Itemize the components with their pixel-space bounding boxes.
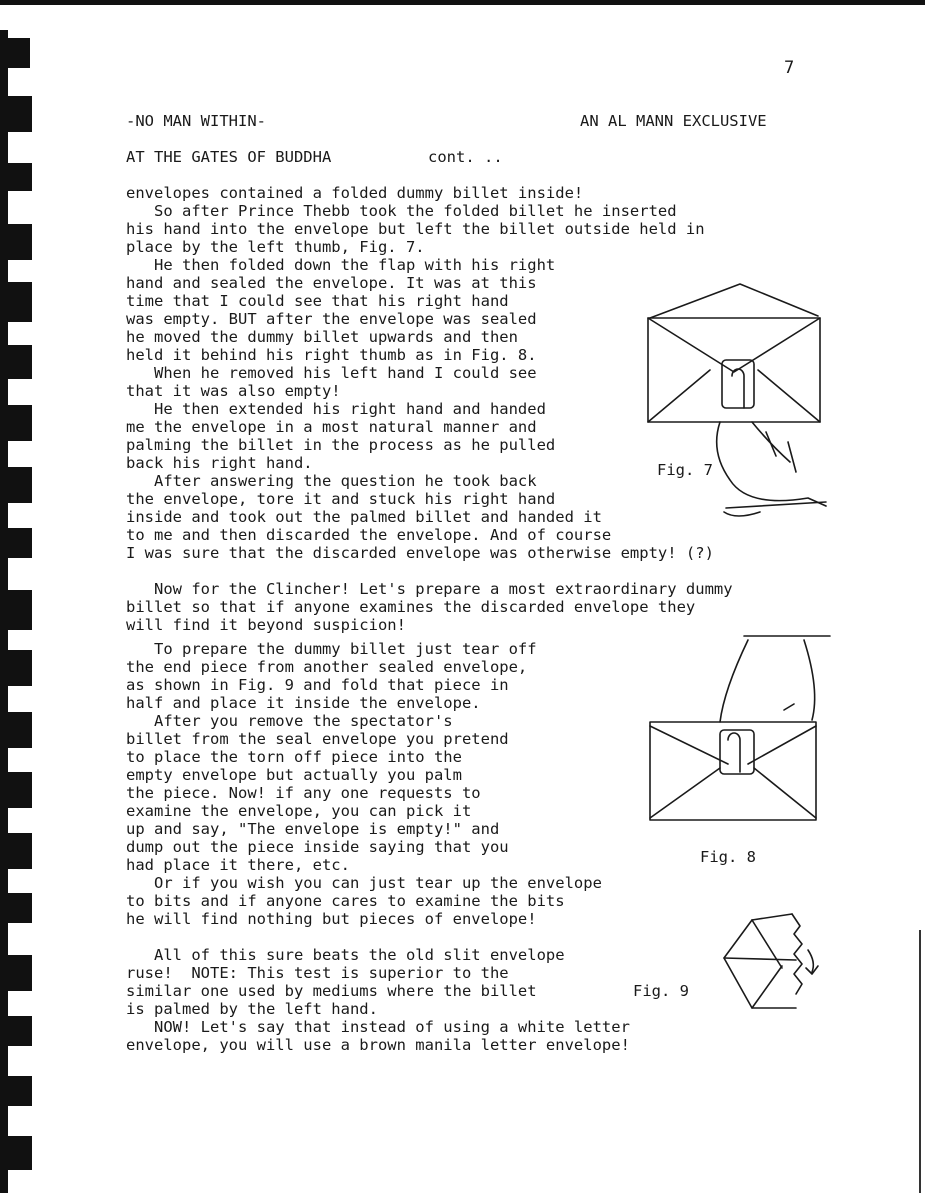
- figure-8-illustration: [644, 630, 834, 830]
- body-line: as shown in Fig. 9 and fold that piece in: [126, 676, 509, 694]
- body-line: empty envelope but actually you palm: [126, 766, 462, 784]
- body-line: He then folded down the flap with his right: [126, 256, 556, 274]
- body-line: After you remove the spectator's: [126, 712, 453, 730]
- body-line: hand and sealed the envelope. It was at this: [126, 274, 537, 292]
- figure-8-label: Fig. 8: [700, 848, 756, 866]
- body-line: his hand into the envelope but left the billet outside held in: [126, 220, 705, 238]
- binding-holes: [0, 0, 40, 1193]
- body-line: Now for the Clincher! Let's prepare a most extraordinary dummy: [126, 580, 733, 598]
- body-line: To prepare the dummy billet just tear off: [126, 640, 537, 658]
- body-line: half and place it inside the envelope.: [126, 694, 481, 712]
- body-line: up and say, "The envelope is empty!" and: [126, 820, 500, 838]
- body-line: After answering the question he took back: [126, 472, 537, 490]
- body-line: the piece. Now! if any one requests to: [126, 784, 481, 802]
- header-left: -NO MAN WITHIN-: [126, 112, 266, 130]
- page-number: 7: [784, 58, 795, 78]
- body-line: to bits and if anyone cares to examine the bits: [126, 892, 565, 910]
- body-line: I was sure that the discarded envelope was otherwise empty! (?): [126, 544, 714, 562]
- body-line: When he removed his left hand I could see: [126, 364, 537, 382]
- body-line: had place it there, etc.: [126, 856, 350, 874]
- body-line: the end piece from another sealed envelope,: [126, 658, 528, 676]
- section-cont: cont. ..: [428, 148, 503, 166]
- header-right: AN AL MANN EXCLUSIVE: [580, 112, 767, 130]
- body-line: dump out the piece inside saying that you: [126, 838, 509, 856]
- body-line: held it behind his right thumb as in Fig. 8.: [126, 346, 537, 364]
- body-line: Or if you wish you can just tear up the envelope: [126, 874, 602, 892]
- body-line: time that I could see that his right hand: [126, 292, 509, 310]
- body-line: back his right hand.: [126, 454, 313, 472]
- body-line: billet so that if anyone examines the discarded envelope they: [126, 598, 696, 616]
- body-line: similar one used by mediums where the billet: [126, 982, 537, 1000]
- body-line: All of this sure beats the old slit envelope: [126, 946, 565, 964]
- body-line: examine the envelope, you can pick it: [126, 802, 472, 820]
- body-line: ruse! NOTE: This test is superior to the: [126, 964, 509, 982]
- body-line: is palmed by the left hand.: [126, 1000, 378, 1018]
- section-title: AT THE GATES OF BUDDHA: [126, 148, 332, 166]
- figure-9-label: Fig. 9: [633, 982, 689, 1000]
- body-line: to place the torn off piece into the: [126, 748, 462, 766]
- body-line: me the envelope in a most natural manner and: [126, 418, 537, 436]
- body-line: he moved the dummy billet upwards and then: [126, 328, 518, 346]
- figure-9-illustration: [716, 908, 826, 1016]
- figure-7-illustration: [640, 276, 830, 526]
- body-line: that it was also empty!: [126, 382, 341, 400]
- body-line: the envelope, tore it and stuck his right hand: [126, 490, 556, 508]
- body-line: billet from the seal envelope you pretend: [126, 730, 509, 748]
- body-line: He then extended his right hand and handed: [126, 400, 546, 418]
- right-border-line: [919, 930, 921, 1193]
- body-line: palming the billet in the process as he pulled: [126, 436, 556, 454]
- body-line: was empty. BUT after the envelope was sealed: [126, 310, 537, 328]
- body-line: inside and took out the palmed billet and handed it: [126, 508, 602, 526]
- body-line: place by the left thumb, Fig. 7.: [126, 238, 425, 256]
- body-line: to me and then discarded the envelope. And of course: [126, 526, 612, 544]
- body-line: envelopes contained a folded dummy billet inside!: [126, 184, 584, 202]
- body-line: will find it beyond suspicion!: [126, 616, 406, 634]
- top-border-line: [0, 0, 925, 5]
- body-line: he will find nothing but pieces of envelope!: [126, 910, 537, 928]
- body-line: So after Prince Thebb took the folded billet he inserted: [126, 202, 677, 220]
- body-line: NOW! Let's say that instead of using a white letter: [126, 1018, 630, 1036]
- figure-7-label: Fig. 7: [657, 461, 713, 479]
- body-line: envelope, you will use a brown manila letter envelope!: [126, 1036, 630, 1054]
